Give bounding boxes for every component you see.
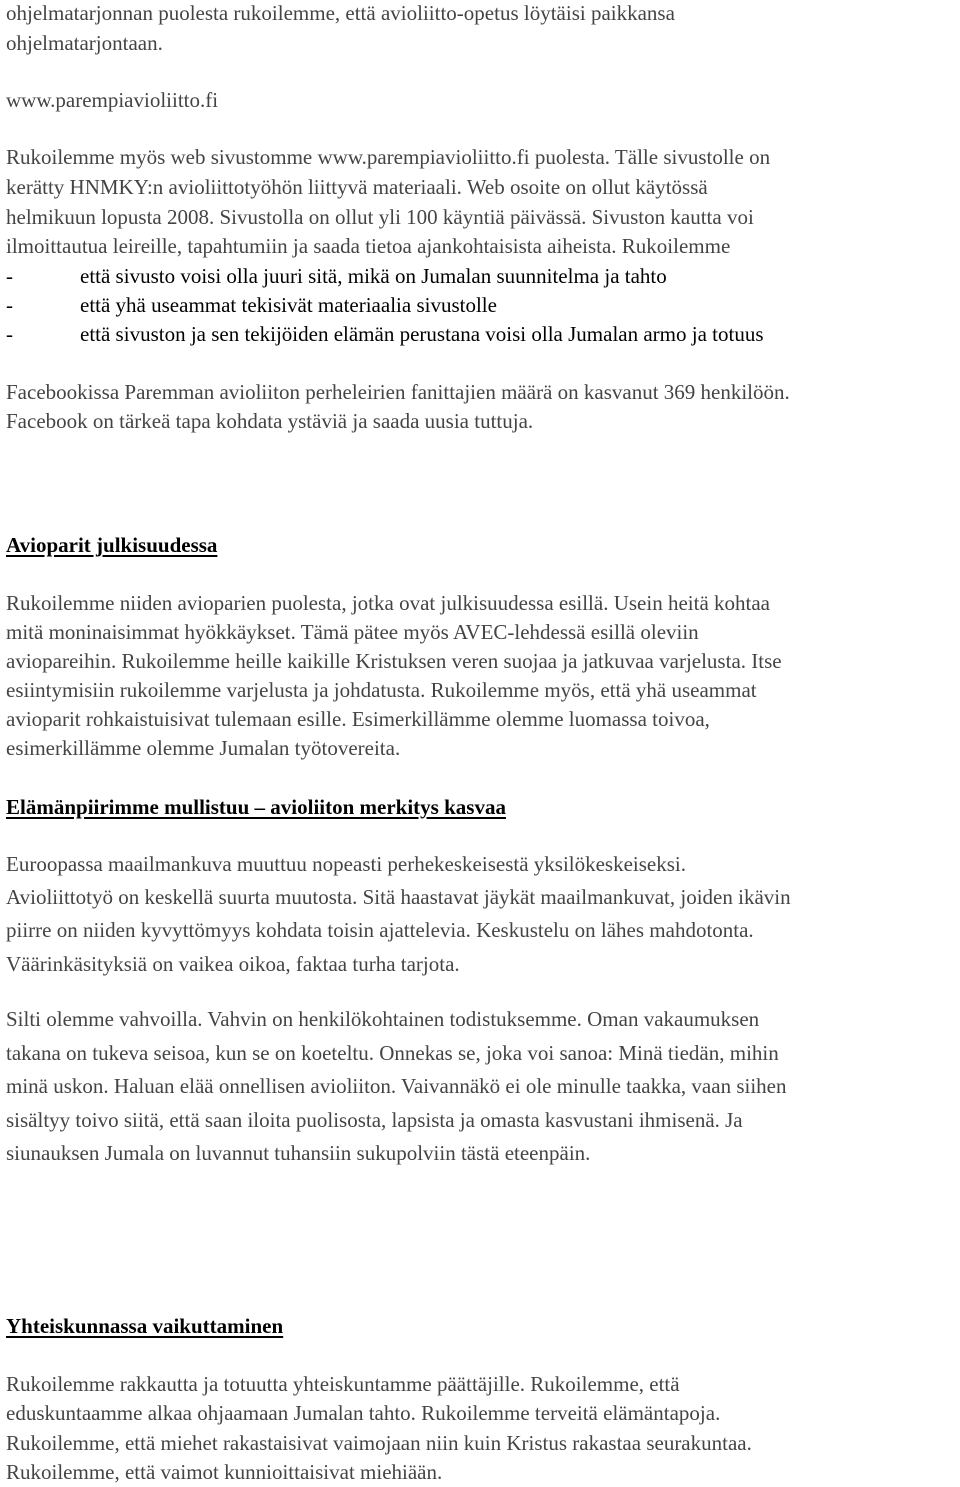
paragraph-line: Silti olemme vahvoilla. Vahvin on henkilökohtainen todistuksemme. Oman vakaumuksen — [6, 1007, 760, 1031]
paragraph-line: esiintymisiin rukoilemme varjelusta ja johdatusta. Rukoilemme myös, että yhä useammat — [6, 678, 757, 702]
list-text: että sivusto voisi olla juuri sitä, mikä on Jumalan suunnitelma ja tahto — [80, 264, 667, 288]
paragraph-line: aviopareihin. Rukoilemme heille kaikille Kristuksen veren suojaa ja jatkuvaa varjelusta. Itse — [6, 649, 782, 673]
paragraph-line: Rukoilemme rakkautta ja totuutta yhteiskuntamme päättäjille. Rukoilemme, että — [6, 1372, 680, 1396]
paragraph-line: Avioliittotyö on keskellä suurta muutosta. Sitä haastavat jäykät maailmankuvat, joiden ikävin — [6, 885, 791, 909]
web-paragraph-line-2: kerätty HNMKY:n avioliittotyöhön liittyvä materiaali. Web osoite on ollut käytössä — [6, 175, 708, 199]
paragraph-line: Euroopassa maailmankuva muuttuu nopeasti perhekeskeisestä yksilökeskeiseksi. — [6, 852, 687, 876]
list-dash: - — [6, 264, 13, 288]
list-text: että sivuston ja sen tekijöiden elämän perustana voisi olla Jumalan armo ja totuus — [80, 322, 764, 346]
paragraph-line: siunauksen Jumala on luvannut tuhansiin sukupolviin tästä eteenpäin. — [6, 1141, 591, 1165]
paragraph-line: esimerkillämme olemme Jumalan työtovereita. — [6, 736, 401, 760]
paragraph-line: mitä moninaisimmat hyökkäykset. Tämä pätee myös AVEC-lehdessä esillä oleviin — [6, 620, 699, 644]
list-dash: - — [6, 293, 13, 317]
paragraph-line: takana on tukeva seisoa, kun se on koeteltu. Onnekas se, joka voi sanoa: Minä tiedän, mihin — [6, 1041, 779, 1065]
list-dash: - — [6, 322, 13, 346]
website-url: www.parempiavioliitto.fi — [6, 88, 219, 112]
section-heading-yhteiskunta: Yhteiskunnassa vaikuttaminen — [6, 1314, 284, 1338]
web-paragraph-line-1: Rukoilemme myös web sivustomme www.parempiavioliitto.fi puolesta. Tälle sivustolle on — [6, 145, 771, 169]
paragraph-line: Väärinkäsityksiä on vaikea oikoa, faktaa turha tarjota. — [6, 952, 460, 976]
web-paragraph-line-3: helmikuun lopusta 2008. Sivustolla on ollut yli 100 käyntiä päivässä. Sivuston kautta voi — [6, 205, 754, 229]
web-paragraph-line-4: ilmoittautua leireille, tapahtumiin ja saada tietoa ajankohtaisista aiheista. Rukoilemme — [6, 234, 731, 258]
paragraph-line: sisältyy toivo siitä, että saan iloita puolisosta, lapsista ja omasta kasvustani ihmisenä. Ja — [6, 1108, 743, 1132]
paragraph-line: Rukoilemme, että miehet rakastaisivat vaimojaan niin kuin Kristus rakastaa seurakuntaa. — [6, 1431, 752, 1455]
intro-line-2: ohjelmatarjontaan. — [6, 31, 163, 55]
intro-line-1: ohjelmatarjonnan puolesta rukoilemme, että avioliitto-opetus löytäisi paikkansa — [6, 1, 675, 25]
facebook-line-2: Facebook on tärkeä tapa kohdata ystäviä ja saada uusia tuttuja. — [6, 409, 534, 433]
paragraph-line: Rukoilemme, että vaimot kunnioittaisivat miehiään. — [6, 1460, 443, 1484]
list-text: että yhä useammat tekisivät materiaalia sivustolle — [80, 293, 497, 317]
paragraph-line: Rukoilemme niiden avioparien puolesta, jotka ovat julkisuudessa esillä. Usein heitä kohtaa — [6, 591, 770, 615]
paragraph-line: piirre on niiden kyvyttömyys kohdata toisin ajattelevia. Keskustelu on lähes mahdotonta. — [6, 918, 754, 942]
section-heading-avioparit: Avioparit julkisuudessa — [6, 533, 218, 557]
facebook-line-1: Facebookissa Paremman avioliiton perheleirien fanittajien määrä on kasvanut 369 henkilöön. — [6, 380, 790, 404]
section-heading-elamanpiirimme: Elämänpiirimme mullistuu – avioliiton merkitys kasvaa — [6, 795, 506, 819]
paragraph-line: eduskuntaamme alkaa ohjaamaan Jumalan tahto. Rukoilemme terveitä elämäntapoja. — [6, 1401, 721, 1425]
paragraph-line: avioparit rohkaistuisivat tulemaan esille. Esimerkillämme olemme luomassa toivoa, — [6, 707, 710, 731]
paragraph-line: minä uskon. Haluan elää onnellisen avioliiton. Vaivannäkö ei ole minulle taakka, vaan siihen — [6, 1074, 787, 1098]
